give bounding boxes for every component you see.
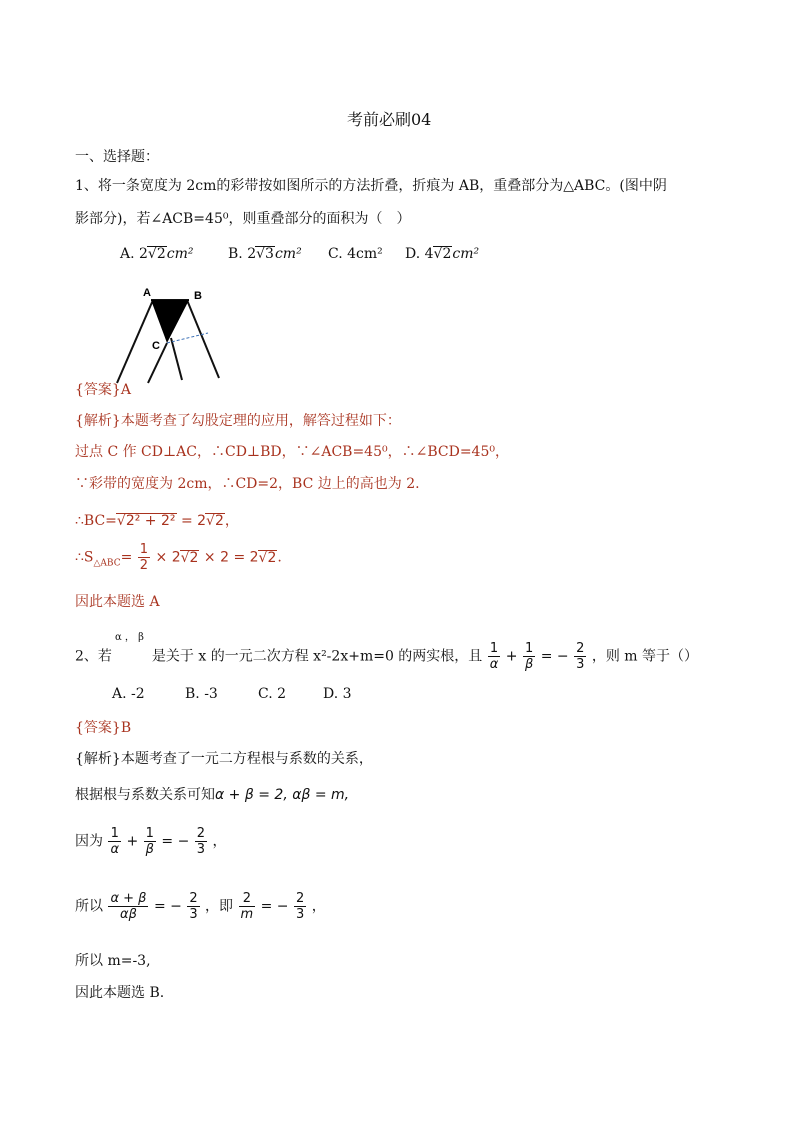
label-a: A (143, 287, 151, 299)
q2-step4: 所以 m=-3, (75, 953, 151, 969)
ribbon-left-edge (117, 300, 153, 383)
q2-step3: 所以 $\frac{\alpha + \beta}{\alpha\beta}$ = − $\frac{2}{3}$ ，即 $\frac{2}{m}$ = − $\frac{2}{3}$ ， (75, 891, 326, 922)
q1-answer: {答案}A (75, 382, 131, 398)
q1-line1: 1、将一条宽度为 2cm的彩带按如图所示的方法折叠，折痕为 AB，重叠部分为△ABC。(图中阴 (75, 178, 667, 194)
q2-step1: 根据根与系数关系可知α + β = 2, αβ = m, (75, 787, 350, 803)
label-c: C (152, 340, 160, 352)
q1-step1: 过点 C 作 CD⊥AC，∴CD⊥BD，∵∠ACB=45⁰，∴∠BCD=45⁰， (75, 444, 509, 460)
q1-conclusion: 因此本题选 A (75, 594, 160, 610)
q1-option-d: D. 4√2cm² (405, 246, 480, 262)
q1-step3: ∴BC=√2² + 2² = 2√2， (75, 513, 239, 529)
q2-stem: 2、若 是关于 x 的一元二次方程 x²-2x+m=0 的两实根，且 $\frac{1}{\alpha}$ + $\frac{1}{\beta}$ = − $\frac{2}{3}$ ，则 m 等于（） (75, 641, 699, 672)
ribbon-right-edge (187, 300, 219, 378)
q1-line2: 影部分)，若∠ACB=45⁰，则重叠部分的面积为（ ） (75, 211, 411, 227)
q1-option-a: A. 2√2cm² (120, 246, 194, 262)
overlap-triangle-abc (151, 300, 189, 343)
label-b: B (194, 290, 202, 302)
q2-option-a: A. -2 (112, 686, 145, 702)
folded-edge-right (171, 338, 182, 380)
q1-option-c: C. 4cm² (328, 246, 383, 262)
section-heading: 一、选择题： (75, 149, 159, 165)
q2-conclusion: 因此本题选 B. (75, 985, 165, 1001)
page-title: 考前必刷04 (347, 110, 432, 129)
q2-answer: {答案}B (75, 720, 132, 736)
q2-option-c: C. 2 (258, 686, 287, 702)
q2-option-b: B. -3 (185, 686, 218, 702)
q1-step4: $\therefore S_{\triangle ABC}=$ $\frac{1}{2}$ × 2√2 × 2 = 2√2. (75, 542, 282, 573)
q2-step2: 因为 $\frac{1}{\alpha}$ + $\frac{1}{\beta}$ = − $\frac{2}{3}$ ， (75, 826, 227, 857)
q1-step2: ∵彩带的宽度为 2cm，∴CD=2，BC 边上的高也为 2. (75, 476, 420, 492)
q1-analysis: {解析}本题考查了勾股定理的应用，解答过程如下： (75, 413, 401, 429)
folded-ribbon-figure (105, 280, 235, 390)
q2-analysis: {解析}本题考查了一元二方程根与系数的关系， (75, 751, 373, 767)
q2-alpha-beta: α ， β (115, 632, 144, 643)
q1-option-b: B. 2√3cm² (228, 246, 302, 262)
q2-option-d: D. 3 (323, 686, 352, 702)
